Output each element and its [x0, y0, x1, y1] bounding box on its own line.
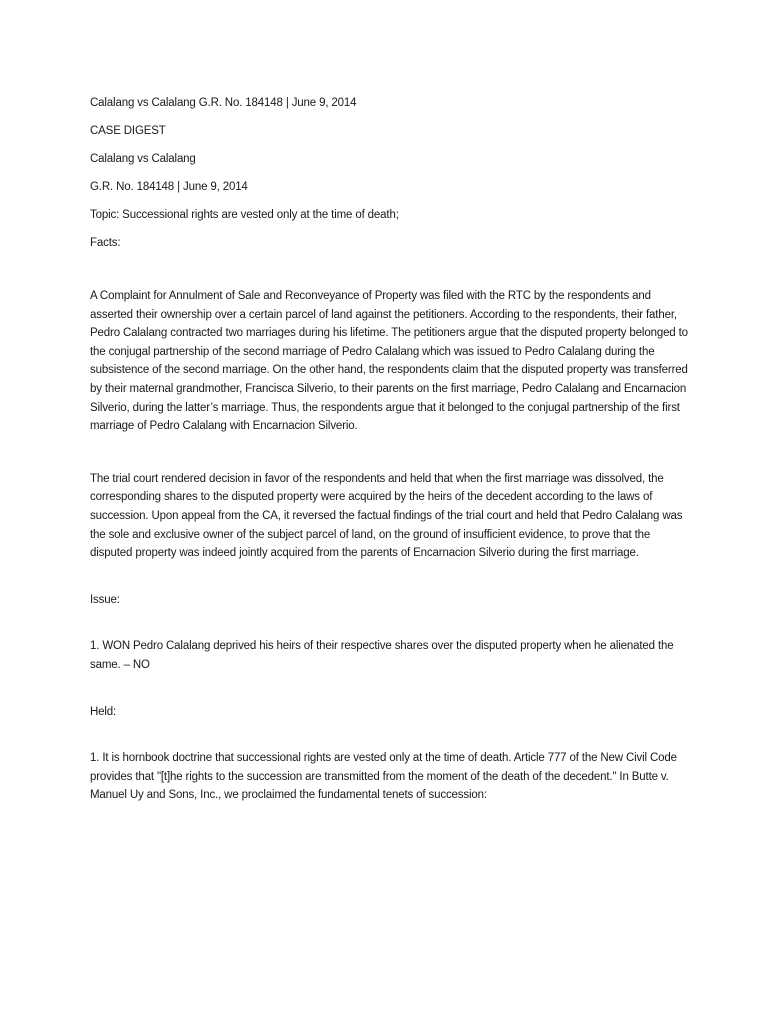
issue-heading: Issue: — [90, 593, 120, 606]
case-number: G.R. No. 184148 | June 9, 2014 — [90, 181, 248, 194]
facts-paragraph-2: The trial court rendered decision in favor of the respondents and held that when the first marriage was dissolved, the corresponding shares to the disputed property were acquired by the heirs of the decedent according to the laws of succession. Upon appeal from the CA, it reversed the factual findings of the trial court and held that Pedro Calalang was the sole and exclusive owner of the subject parcel of land, on the ground of insufficient evidence, to prove that the disputed property was indeed jointly acquired from the parents of Encarnacion Silverio during the first marriage. — [90, 472, 683, 560]
spacer — [90, 675, 690, 703]
spacer — [90, 721, 690, 749]
facts-paragraph-1: A Complaint for Annulment of Sale and Reconveyance of Property was filed with the RTC by the respondents and asserted their ownership over a certain parcel of land against the petitioners. According to the respondents, their father, Pedro Calalang contracted two marriages during his lifetime. The petitioners argue that the disputed property belonged to the conjugal partnership of the second marriage of Pedro Calalang which was issued to Pedro Calalang during the subsistence of the second marriage. On the other hand, the respondents claim that the disputed property was transferred by their maternal grandmother, Francisca Silverio, to their parents on the first marriage, Pedro Calalang and Encarnacion Silverio, during the latter’s marriage. Thus, the respondents argue that it belonged to the conjugal partnership of the first marriage of Pedro Calalang with Encarnacion Silverio. — [90, 290, 688, 433]
spacer — [90, 563, 690, 591]
document-title-line: Calalang vs Calalang G.R. No. 184148 | June 9, 2014 — [90, 97, 357, 109]
held-heading: Held: — [90, 705, 117, 718]
facts-heading: Facts: — [90, 237, 121, 250]
spacer — [90, 609, 690, 637]
document-page — [90, 94, 690, 805]
case-digest-label: CASE DIGEST — [90, 125, 166, 138]
held-item-1: 1. It is hornbook doctrine that successional rights are vested only at the time of death. Article 777 of the New Civil Code provides that "[t]he rights to the succession are transmitted from the moment of the death of the decedent." In Butte v. Manuel Uy and Sons, Inc., we proclaimed the fundamental tenets of succession: — [90, 752, 677, 802]
issue-item-1: 1. WON Pedro Calalang deprived his heirs of their respective shares over the disputed property when he alienated the same. – NO — [90, 640, 674, 671]
spacer — [90, 436, 690, 470]
spacer — [90, 253, 690, 287]
case-name: Calalang vs Calalang — [90, 153, 196, 166]
topic-line: Topic: Successional rights are vested only at the time of death; — [90, 209, 399, 222]
